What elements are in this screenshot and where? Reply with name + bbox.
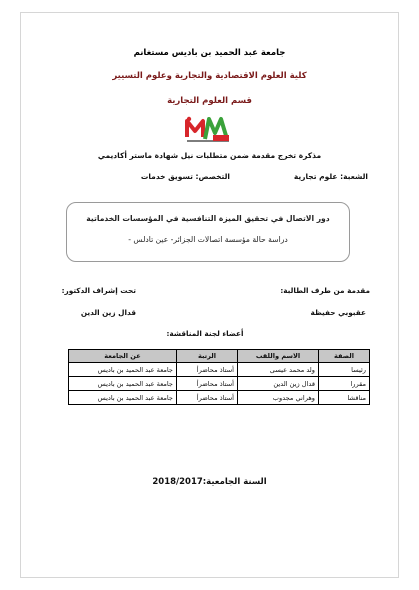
department-name: قسم العلوم التجارية (167, 96, 252, 106)
jury-role: رئيسا (319, 363, 370, 377)
thesis-title-box (66, 202, 350, 262)
jury-rank: أستاذ محاضرأ (177, 377, 238, 391)
jury-name: قدال زين الدين (238, 377, 319, 391)
student-name: عقبوبي حفيظة (310, 308, 366, 317)
thesis-subtitle: دراسة حالة مؤسسة اتصالات الجزائر- عين تادلس - (128, 235, 288, 244)
jury-rank: أستاذ محاضرأ (177, 363, 238, 377)
jury-header-row (69, 350, 370, 363)
jury-title: أعضاء لجنة المناقشة: (166, 329, 244, 338)
jury-header-role: الصفة (319, 350, 370, 363)
jury-header-rank: الرتبة (177, 350, 238, 363)
table-row (69, 391, 370, 405)
supervisor-name-text: قدال زين الدين (80, 308, 136, 317)
academic-year: السنة الجامعية:2018/2017 (152, 477, 267, 487)
branch-label: الشعبة: علوم تجارية (293, 172, 368, 181)
jury-header-university: عن الجامعة (69, 350, 177, 363)
jury-university: جامعة عبد الحميد بن باديس (69, 391, 177, 405)
supervisor-name (52, 308, 136, 317)
jury-role: مناقشا (319, 391, 370, 405)
jury-table (68, 349, 370, 405)
jury-rank: أستاذ محاضرأ (177, 391, 238, 405)
jury-name: ولد محمد عيسى (238, 363, 319, 377)
student-label: مقدمة من طرف الطالبة: (280, 286, 370, 295)
thesis-title: دور الاتصال في تحقيق الميزة التنافسية في المؤسسات الخدماتية (86, 214, 330, 223)
jury-university: جامعة عبد الحميد بن باديس (69, 377, 177, 391)
jury-name: وهراني مجدوب (238, 391, 319, 405)
university-name: جامعة عبد الحميد بن باديس مستغانم (133, 48, 286, 58)
jury-university: جامعة عبد الحميد بن باديس (69, 363, 177, 377)
jury-header-name: الاسم واللقب (238, 350, 319, 363)
university-logo-icon (183, 113, 233, 147)
faculty-name: كلية العلوم الاقتصادية والتجارية وعلوم التسيير (112, 71, 307, 81)
table-row (69, 377, 370, 391)
memo-statement: مذكرة تخرج مقدمة ضمن متطلبات نيل شهادة ماستر أكاديمي (97, 151, 322, 160)
table-row (69, 363, 370, 377)
supervisor-label: تحت إشراف الدكتور: (61, 286, 136, 295)
specialty-label: التخصص: تسويق خدمات (140, 172, 230, 181)
jury-role: مقررا (319, 377, 370, 391)
